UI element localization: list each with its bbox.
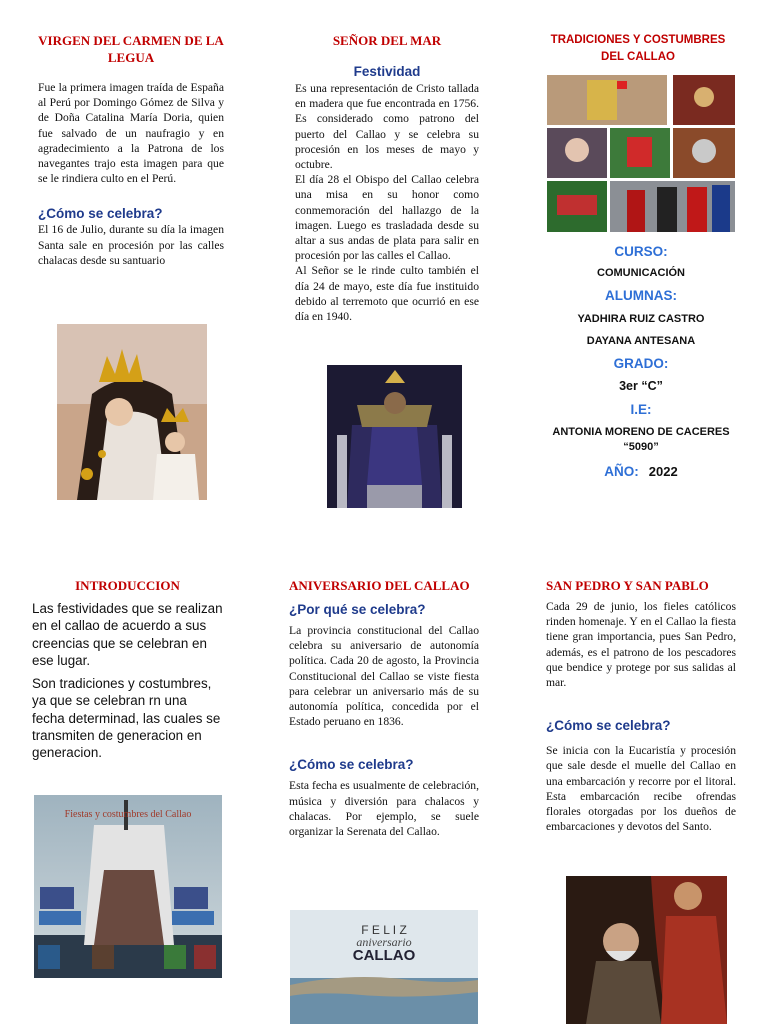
senor-image [327,365,462,508]
sanpedro-question: ¿Cómo se celebra? [546,718,671,734]
panel-cover [540,32,736,66]
virgen-image [57,324,207,500]
anio-label: AÑO: [604,464,639,479]
grado-label: GRADO: [613,356,669,371]
intro-p2: Son tradiciones y costumbres, ya que se celebran rn una fecha determinad, las cuales se transmiten de generacion en generacion. [32,676,221,761]
sanpedro-image [566,876,727,1024]
sanpedro-p2: Se inicia con la Eucaristía y procesión que sale desde el muelle del Callao en una embarcación y recorre por el litoral. Esta embarcación recibe ofrendas florales otorgadas por los dueños de embarcaciones y devotos del Santo. [546,744,736,834]
virgen-answer: El 16 de Julio, durante su día la imagen Santa sale en procesión por las calles chalacas desde su santuario [38,223,224,267]
senor-p1: Es una representación de Cristo tallada en madera que fue encontrada en 1756. Es considerado como patrono del puerto del Callao y se celebra su procesión en los meses de mayo y octubre. [295,82,479,172]
aniversario-a2: Esta fecha es usualmente de celebración, música y diversión para chalacos y chalacas. Por ejemplo, se suele organizar la Serenata del Callao. [289,779,479,839]
anio-row [545,463,737,481]
aniversario-q1: ¿Por qué se celebra? [289,602,426,617]
ie-label: I.E: [630,402,652,417]
intro-image-caption: Fiestas y costumbres del Callao [64,809,192,820]
grado-value: 3er “C” [619,379,663,393]
cover-collage [547,75,735,232]
cover-info [545,244,737,481]
ie-value: ANTONIA MORENO DE CACERES “5090” [552,426,730,453]
panel-senor [295,32,479,324]
virgen-title: VIRGEN DEL CARMEN DE LA LEGUA [38,33,224,65]
anio-value: 2022 [648,464,678,479]
senor-p2: El día 28 el Obispo del Callao celebra una misa en su honor como conmemoración del hallazgo de la imagen. Luego es trasladada desde su altar a sus andas de plata para salir en procesión por las calles el Callao. [295,173,479,263]
aniversario-a1: La provincia constitucional del Callao celebra su aniversario de autonomía política. Cada 20 de agosto, la Provincia Constitucional del Callao se viste fiesta para celebrar un aniversario más de su autonomía política, concedida por el Estado peruano en 1836. [289,624,479,729]
panel-aniversario [289,577,479,839]
panel-intro [32,577,223,762]
curso-value: COMUNICACIÓN [597,267,685,279]
aniversario-title: ANIVERSARIO DEL CALLAO [289,578,470,593]
aniversario-q2: ¿Cómo se celebra? [289,757,414,773]
panel-virgen [38,32,224,268]
curso-label: CURSO: [614,244,668,259]
senor-subtitle: Festividad [353,64,421,79]
panel-sanpedro [546,577,736,834]
sanpedro-title: SAN PEDRO Y SAN PABLO [546,578,709,593]
alumna-2: DAYANA ANTESANA [586,335,696,347]
callao-text: CALLAO [352,947,416,964]
senor-p3: Al Señor se le rinde culto también el día 24 de mayo, este día fue instituido debido al terremoto que ocurrió en ese día en 1940. [295,264,479,324]
intro-p1: Las festividades que se realizan en el callao de acuerdo a sus creencias que se celebran en ese lugar. [32,601,223,668]
cover-title: TRADICIONES Y COSTUMBRES DEL CALLAO [550,34,726,63]
intro-title: INTRODUCCION [75,578,180,593]
senor-title: SEÑOR DEL MAR [332,33,442,48]
intro-image [34,795,222,978]
alumnas-label: ALUMNAS: [605,288,677,303]
virgen-question: ¿Cómo se celebra? [38,206,163,222]
aniversario-text: aniversario [356,935,412,949]
virgen-text: Fue la primera imagen traída de España al Perú por Domingo Gómez de Silva y de Doña Catalina María Doria, quien fue salvado de un naufragio y en agradecimiento a la Patrona de los navegantes trajo esta imagen para que se le rindiera culto en el Perú. [38,81,224,186]
sanpedro-p1: Cada 29 de junio, los fieles católicos rinden homenaje. Y en el Callao la fiesta tiene gran importancia, pues San Pedro, además, es el patrono de los pescadores que bendice y protege por sus salidas al mar. [546,600,736,690]
feliz-text: F E L I Z [361,923,407,937]
alumna-1: YADHIRA RUIZ CASTRO [577,313,705,325]
aniversario-image [290,910,478,1024]
